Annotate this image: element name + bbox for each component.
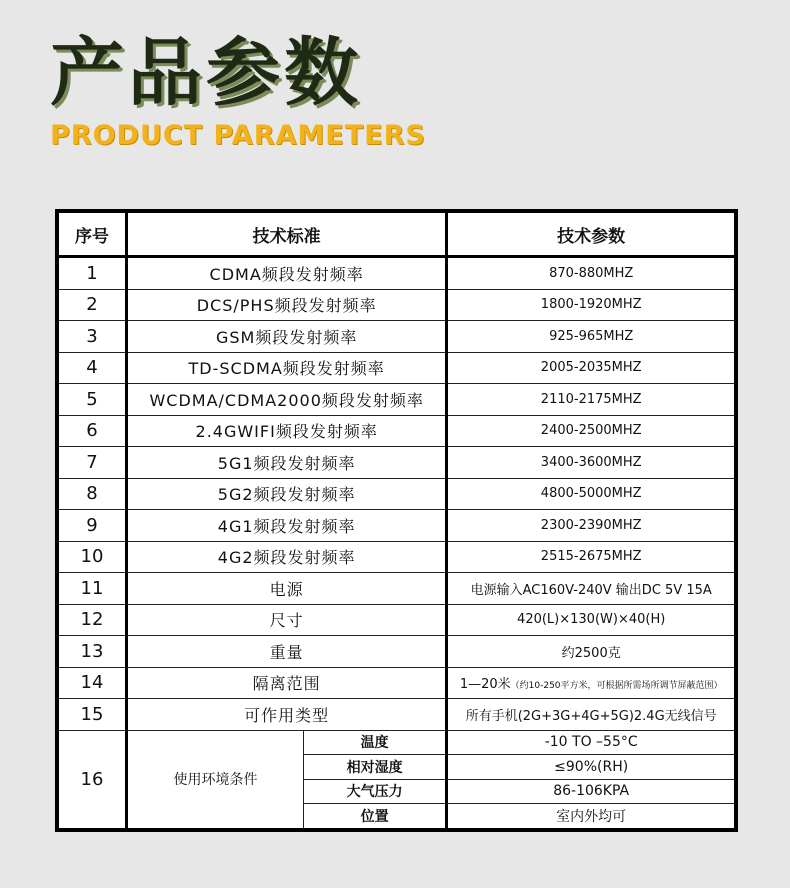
- row-parameter: 870-880MHZ: [447, 257, 736, 290]
- table-row: [57, 257, 736, 290]
- parameters-table: [55, 209, 738, 832]
- table-row: [57, 636, 736, 668]
- row-index: 2: [57, 289, 127, 321]
- row-parameter: 电源输入AC160V-240V 输出DC 5V 15A: [447, 573, 736, 605]
- row-parameter: 2300-2390MHZ: [447, 510, 736, 542]
- row-index: 7: [57, 447, 127, 479]
- row-standard: GSM频段发射频率: [127, 321, 447, 353]
- row-standard: 5G2频段发射频率: [127, 478, 447, 510]
- row-standard: WCDMA/CDMA2000频段发射频率: [127, 384, 447, 416]
- row-parameter: 1800-1920MHZ: [447, 289, 736, 321]
- row-parameter: 3400-3600MHZ: [447, 447, 736, 479]
- env-condition-name: 大气压力: [304, 779, 447, 804]
- row-index: 4: [57, 352, 127, 384]
- row-index: 1: [57, 257, 127, 290]
- table-row: [57, 699, 736, 731]
- env-condition-name: 相对湿度: [304, 755, 447, 780]
- row-parameter: 2400-2500MHZ: [447, 415, 736, 447]
- table-row: [57, 541, 736, 573]
- table-row: [57, 604, 736, 636]
- env-condition-value: ≤90%(RH): [447, 755, 736, 780]
- row-standard: 4G2频段发射频率: [127, 541, 447, 573]
- row-index: 3: [57, 321, 127, 353]
- row-standard: 尺寸: [127, 604, 447, 636]
- row-index: 14: [57, 667, 127, 699]
- row-parameter: 约2500克: [447, 636, 736, 668]
- page-title: 产品参数: [50, 30, 362, 116]
- column-header-index: 序号: [57, 211, 127, 257]
- row-parameter-note: （约10-250平方米，可根据所需场所调节屏蔽范围）: [510, 681, 723, 692]
- row-index: 10: [57, 541, 127, 573]
- env-condition-value: 室内外均可: [447, 804, 736, 830]
- row-standard: 重量: [127, 636, 447, 668]
- env-row: [57, 730, 736, 755]
- row-parameter: 925-965MHZ: [447, 321, 736, 353]
- row-standard: 4G1频段发射频率: [127, 510, 447, 542]
- row-index: 15: [57, 699, 127, 731]
- row-standard: 2.4GWIFI频段发射频率: [127, 415, 447, 447]
- row-parameter: 所有手机(2G+3G+4G+5G)2.4G无线信号: [447, 699, 736, 731]
- env-condition-name: 温度: [304, 730, 447, 755]
- env-condition-value: -10 TO –55°C: [447, 730, 736, 755]
- table-row: [57, 415, 736, 447]
- row-parameter: [447, 667, 736, 699]
- table-row: [57, 352, 736, 384]
- table-row: [57, 447, 736, 479]
- row-index: 11: [57, 573, 127, 605]
- table-row: [57, 321, 736, 353]
- row-index: 5: [57, 384, 127, 416]
- column-header-standard: 技术标准: [127, 211, 447, 257]
- row-standard: CDMA频段发射频率: [127, 257, 447, 290]
- row-index: 8: [57, 478, 127, 510]
- row-parameter-value: 1—20米: [459, 677, 511, 693]
- page-subtitle: PRODUCT PARAMETERS: [50, 120, 426, 151]
- row-standard: DCS/PHS频段发射频率: [127, 289, 447, 321]
- row-standard: 电源: [127, 573, 447, 605]
- table-header-row: [57, 211, 736, 257]
- row-index: 9: [57, 510, 127, 542]
- row-standard: 5G1频段发射频率: [127, 447, 447, 479]
- row-parameter: 2110-2175MHZ: [447, 384, 736, 416]
- table-row: [57, 289, 736, 321]
- row-index: 13: [57, 636, 127, 668]
- column-header-parameter: 技术参数: [447, 211, 736, 257]
- row-standard: TD-SCDMA频段发射频率: [127, 352, 447, 384]
- table-row: [57, 573, 736, 605]
- row-index: 6: [57, 415, 127, 447]
- table-row: [57, 384, 736, 416]
- env-condition-value: 86-106KPA: [447, 779, 736, 804]
- env-label: 使用环境条件: [127, 730, 304, 830]
- row-parameter: 4800-5000MHZ: [447, 478, 736, 510]
- env-condition-name: 位置: [304, 804, 447, 830]
- table-row: [57, 478, 736, 510]
- table-row: [57, 510, 736, 542]
- row-index: 16: [57, 730, 127, 830]
- row-parameter: 2515-2675MHZ: [447, 541, 736, 573]
- row-parameter: 420(L)×130(W)×40(H): [447, 604, 736, 636]
- row-parameter: 2005-2035MHZ: [447, 352, 736, 384]
- row-standard: 隔离范围: [127, 667, 447, 699]
- row-index: 12: [57, 604, 127, 636]
- table-row: [57, 667, 736, 699]
- row-standard: 可作用类型: [127, 699, 447, 731]
